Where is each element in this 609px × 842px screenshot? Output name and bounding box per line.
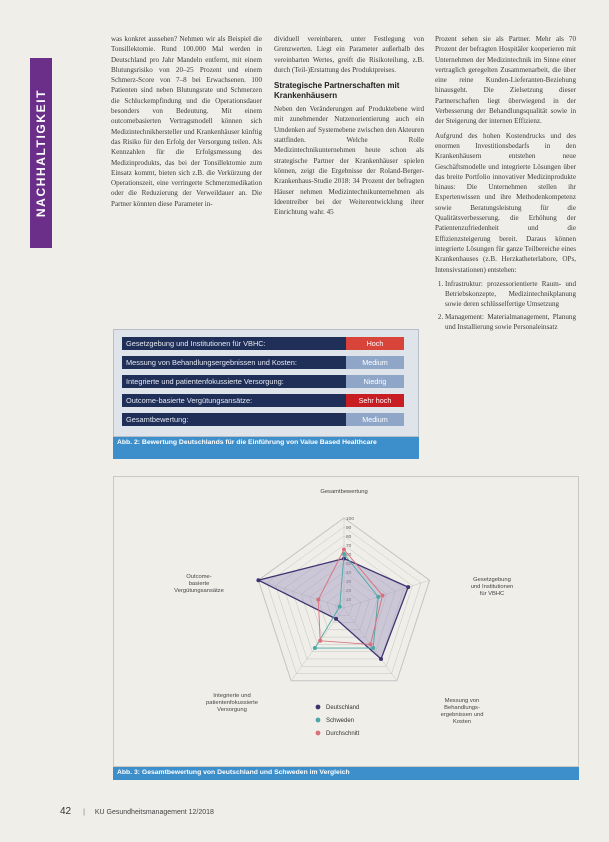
legend-label: Durchschnitt	[326, 731, 360, 737]
radar-tick-label: 80	[346, 535, 352, 540]
radar-point	[368, 642, 372, 646]
radar-series-deutschland	[258, 559, 408, 659]
legend-marker	[316, 718, 321, 723]
rating-row	[122, 375, 404, 388]
page-number: 42	[60, 806, 72, 817]
rating-row	[122, 337, 404, 350]
radar-point	[313, 646, 317, 650]
radar-point	[256, 578, 260, 582]
radar-axis-label: Outcome-basierte Vergütungsansätze	[174, 574, 224, 594]
rating-label: Gesetzgebung und Institutionen für VBHC:	[126, 339, 266, 348]
rating-row	[122, 356, 404, 369]
rating-value: Medium	[346, 413, 404, 426]
text-column-3	[435, 34, 576, 334]
numbered-list	[445, 279, 576, 332]
radar-point	[334, 617, 338, 621]
radar-axis-label: Gesamtbewertung	[320, 489, 368, 495]
radar-point	[406, 585, 410, 589]
rating-value: Hoch	[346, 337, 404, 350]
radar-tick-label: 70	[346, 544, 352, 549]
radar-point	[316, 598, 320, 602]
paragraph: was konkret aussehen? Nehmen wir als Beispiel die Tonsillektomie. Rund 100.000 Mal werden in Deutschland pro Jahr Mandeln entfernt, mit einem Blutungsrisiko von 20–25 Prozent und einem Schmerz-Score von 7–8 bei Erwachsenen. 100 Patienten sind neben Blutungsrate und Schmerzen die Schluckempfindung und die Operationsdauer besonders von Bedeutung. Mit einem outcomebasierten Vertragsmodell können sich Medizintechnikhersteller und Krankenhäuser künftig das Risiko für den Erfolg der Versorgung teilen. Als Kennzahlen für die Erfolgsmessung des Medizinprodukts, das bei der Tonsillektomie zum Einsatz kommt, bieten sich z.B. die Verkürzung der Operationszeit, eine verringerte Schmerzmedikation oder die Reduzierung der Verweildauer an. Die Partner könnten diese Parameter in-	[111, 35, 262, 208]
figure-caption-2: Abb. 2: Bewertung Deutschlands für die Einführung von Value Based Healthcare	[113, 437, 419, 459]
paragraph: dividuell vereinbaren, unter Festlegung von Grenzwerten. Liegt ein Parameter außerhalb des vereinbarten Wertes, greift die Risikoteilung, z.B. durch (Teil-)Erstattung des Produktpreises.	[274, 35, 424, 74]
radar-axis-label: Gesetzgebung und Institutionen für VBHC	[470, 577, 514, 597]
section-tab	[30, 58, 52, 248]
figure-caption-3: Abb. 3: Gesamtbewertung von Deutschland und Schweden im Vergleich	[113, 767, 579, 780]
radar-point	[376, 595, 380, 599]
rating-value: Medium	[346, 356, 404, 369]
text-column-1	[111, 34, 262, 213]
radar-point	[342, 548, 346, 552]
legend-label: Deutschland	[326, 705, 360, 711]
list-item: 1. Infrastruktur: prozessorientierte Raum- und Betriebskonzepte, Medizintechnikplanung sowie deren schlüsselfertige Umsetzung	[445, 279, 576, 310]
footer-separator: |	[83, 809, 85, 816]
publication-name: KU Gesundheitsmanagement 12/2018	[94, 809, 214, 816]
radar-point	[379, 657, 383, 661]
subheading: Strategische Partnerschaften mit Krankenhäusern	[274, 81, 400, 101]
radar-figure	[113, 476, 579, 767]
rating-value: Niedrig	[346, 375, 404, 388]
radar-point	[318, 639, 322, 643]
text-column-2	[274, 34, 424, 221]
paragraph: Aufgrund des hohen Kostendrucks und des enormen Investitionsbedarfs in den Krankenhäusern entstehen neue Geschäftsmodelle und integrierte Lösungen über das breite Portfolio innovativer Medizinprodukte hinaus: Die Unternehmen stellen ihr Expertenwissen und ihre Methodenkompetenz sowie Beratungsleistung für die Qualitätsverbesserung, die Erhöhung der Patientenzufriedenheit und die Effizienzsteigerung bereit. Daraus können integrierte Lösungen für ganze Teilbereiche eines Krankenhauses (z.B. Herzkatheterlabore, OPs, Intensivstationen) entstehen:	[435, 131, 576, 274]
rating-table	[113, 329, 419, 437]
legend-marker	[316, 705, 321, 710]
paragraph: Neben den Veränderungen auf Produktebene wird mit zunehmender Nutzenorientierung auch ein Umdenken auf Systemebene zwischen den Akteuren stattfinden. Welche Rolle Medizintechnikunternehmen heute schon als strategische Partner der Krankenhäuser spielen können, zeigt die Ergebnisse der Roland-Berger-Krankenhaus-Studie 2018: 34 Prozent der befragten Häuser nehmen Medizintechnikunternehmen als Ideentreiber bei der Weiterentwicklung ihrer Einrichtung wahr. 45	[274, 105, 424, 217]
page-footer	[60, 806, 214, 817]
rating-label: Messung von Behandlungsergebnissen und Kosten:	[126, 358, 297, 367]
rating-label: Integrierte und patientenfokussierte Versorgung:	[126, 377, 284, 386]
radar-tick-label: 60	[346, 553, 352, 558]
section-tab-label: NACHHALTIGKEIT	[34, 88, 48, 218]
radar-point	[338, 605, 342, 609]
rating-row	[122, 394, 404, 407]
list-item: 2. Management: Materialmanagement, Planung und Installierung sowie Personaleinsatz	[445, 312, 576, 333]
radar-axis-label: Messung von Behandlungs-ergebnissen und Kosten	[440, 698, 484, 725]
radar-point	[381, 593, 385, 597]
radar-tick-label: 90	[346, 526, 352, 531]
rating-label: Outcome-basierte Vergütungsansätze:	[126, 396, 253, 405]
paragraph: Prozent sehen sie als Partner. Mehr als 70 Prozent der befragten Hospitäler kooperieren mit Unternehmen der Medizintechnik im Sinne einer vertraglich geregelten Zusammenarbeit, die über eine reine Kunden-Lieferanten-Beziehung hinausgeht. Die Zielsetzung dieser Partnerschaften liegt überwiegend in der Verbesserung der Behandlungsqualität sowie in der Steigerung der internen Effizienz.	[435, 35, 576, 126]
radar-chart	[114, 477, 580, 768]
radar-tick-label: 100	[346, 517, 355, 522]
legend-label: Schweden	[326, 718, 355, 724]
rating-value: Sehr hoch	[346, 394, 404, 407]
radar-point	[371, 646, 375, 650]
rating-row	[122, 413, 404, 426]
legend-marker	[316, 731, 321, 736]
rating-label: Gesamtbewertung:	[126, 415, 189, 424]
radar-axis-label: Integrierte und patientenfokussierte Versorgung	[206, 693, 258, 713]
